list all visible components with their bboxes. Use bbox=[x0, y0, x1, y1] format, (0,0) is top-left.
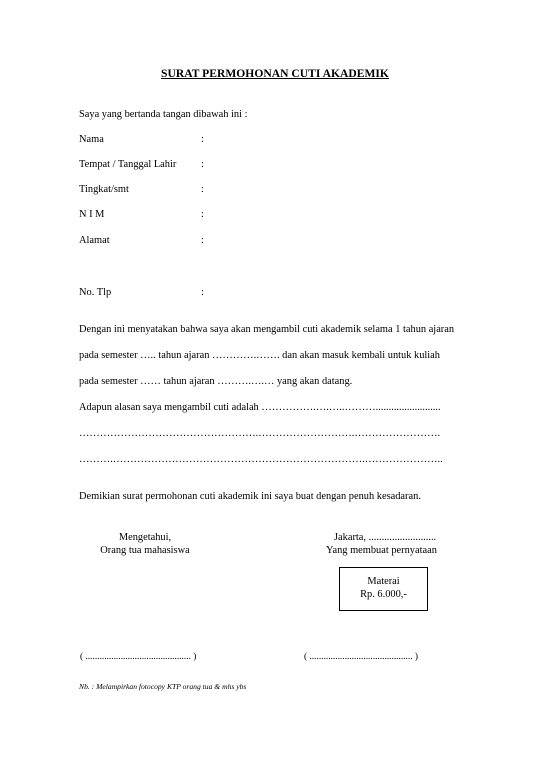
field-label-alamat: Alamat bbox=[79, 235, 110, 246]
field-colon-no-tlp: : bbox=[201, 287, 204, 298]
field-label-nim: N I M bbox=[79, 209, 105, 220]
field-label-nama: Nama bbox=[79, 134, 104, 145]
right-signature-role: Yang membuat pernyataan bbox=[326, 545, 437, 556]
attachment-note: Nb. : Melampirkan fotocopy KTP orang tua & mhs ybs bbox=[79, 682, 247, 691]
statement-line-3: pada semester …… tahun ajaran ……….….… yang akan datang. bbox=[79, 376, 353, 387]
statement-line-1: Dengan ini menyatakan bahwa saya akan mengambil cuti akademik selama 1 tahun ajaran bbox=[79, 324, 455, 335]
materai-label: Materai bbox=[367, 576, 400, 587]
left-signature-label: Mengetahui, bbox=[118, 532, 172, 543]
left-signature-role: Orang tua mahasiswa bbox=[100, 545, 190, 556]
materai-stamp-box bbox=[339, 567, 428, 611]
field-label-tempat-tanggal-lahir: Tempat / Tanggal Lahir bbox=[79, 159, 177, 170]
materai-amount: Rp. 6.000,- bbox=[360, 589, 407, 600]
reason-line-2: …………………………………………….……………………….……………………. bbox=[79, 428, 441, 439]
document-title: SURAT PERMOHONAN CUTI AKADEMIK bbox=[161, 67, 389, 80]
field-colon-nim: : bbox=[201, 209, 204, 220]
field-colon-tempat-tanggal-lahir: : bbox=[201, 159, 204, 170]
field-colon-alamat: : bbox=[201, 235, 204, 246]
right-signature-name-line: ( ............................................ ) bbox=[304, 652, 419, 662]
field-colon-nama: : bbox=[201, 134, 204, 145]
place-date-line: Jakarta, .......................... bbox=[334, 532, 437, 543]
intro-text: Saya yang bertanda tangan dibawah ini : bbox=[79, 109, 248, 120]
reason-line-3: ……….……………………………………………………………….………………….. bbox=[79, 454, 443, 465]
field-colon-tingkat-smt: : bbox=[201, 184, 204, 195]
left-signature-name-line: ( ............................................. ) bbox=[80, 652, 197, 662]
closing-text: Demikian surat permohonan cuti akademik ini saya buat dengan penuh kesadaran. bbox=[79, 491, 421, 502]
field-label-tingkat-smt: Tingkat/smt bbox=[79, 184, 129, 195]
statement-line-2: pada semester ….. tahun ajaran ………….……. dan akan masuk kembali untuk kuliah bbox=[79, 350, 440, 361]
field-label-no-tlp: No. Tlp bbox=[79, 287, 112, 298]
reason-line-1: Adapun alasan saya mengambil cuti adalah …………….….…..………......................... bbox=[79, 402, 441, 413]
